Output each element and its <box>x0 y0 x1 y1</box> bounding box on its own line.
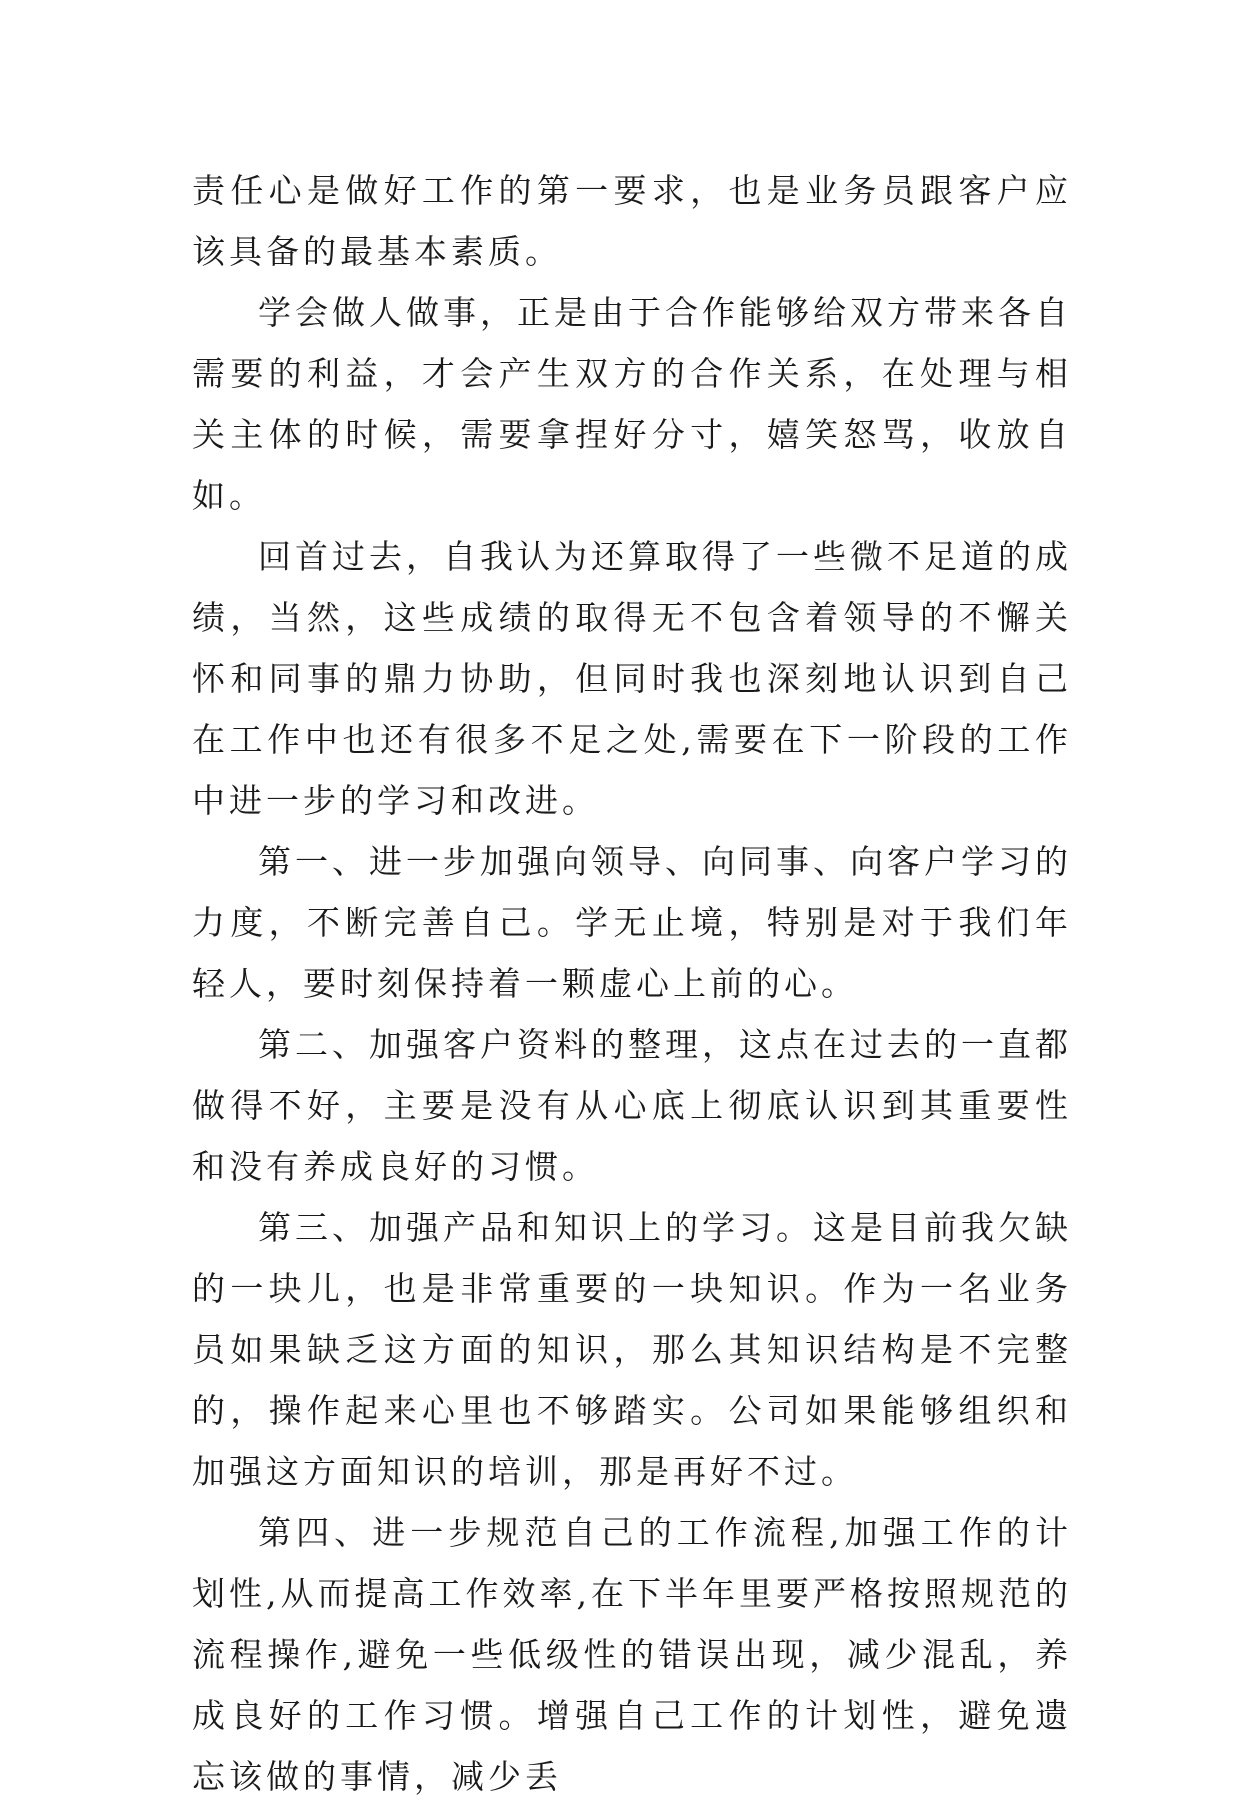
paragraph-learn-to-be: 学会做人做事，正是由于合作能够给双方带来各自需要的利益，才会产生双方的合作关系，在处理与相关主体的时候，需要拿捏好分寸，嬉笑怒骂，收放自如。 <box>192 293 1072 515</box>
paragraph-point-two: 第二、加强客户资料的整理，这点在过去的一直都做得不好，主要是没有从心底上彻底认识到其重要性和没有养成良好的习惯。 <box>192 1025 1072 1186</box>
paragraph-point-three: 第三、加强产品和知识上的学习。这是目前我欠缺的一块儿，也是非常重要的一块知识。作为一名业务员如果缺乏这方面的知识，那么其知识结构是不完整的，操作起来心里也不够踏实。公司如果能够组织和加强这方面知识的培训，那是再好不过。 <box>192 1208 1072 1491</box>
document-body <box>192 160 1072 1807</box>
paragraph-point-one: 第一、进一步加强向领导、向同事、向客户学习的力度，不断完善自己。学无止境，特别是对于我们年轻人，要时刻保持着一颗虚心上前的心。 <box>192 842 1072 1003</box>
paragraph-review-past: 回首过去，自我认为还算取得了一些微不足道的成绩，当然，这些成绩的取得无不包含着领导的不懈关怀和同事的鼎力协助，但同时我也深刻地认识到自己在工作中也还有很多不足之处,需要在下一阶段的工作中进一步的学习和改进。 <box>192 537 1072 820</box>
paragraph-continued: 责任心是做好工作的第一要求，也是业务员跟客户应该具备的最基本素质。 <box>192 171 1072 271</box>
paragraph-point-four: 第四、进一步规范自己的工作流程,加强工作的计划性,从而提高工作效率,在下半年里要严格按照规范的流程操作,避免一些低级性的错误出现，减少混乱，养成良好的工作习惯。增强自己工作的计划性，避免遗忘该做的事情，减少丢 <box>192 1513 1072 1796</box>
